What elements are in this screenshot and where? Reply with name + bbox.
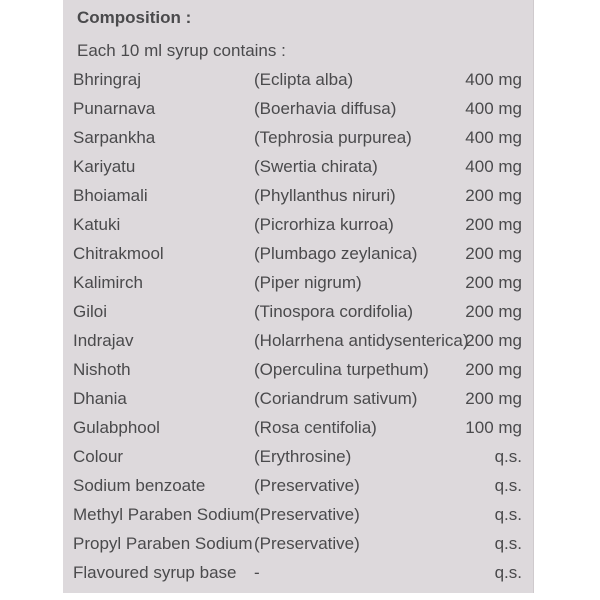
ingredient-row [0, 270, 600, 299]
ingredient-quantity: 400 mg [465, 99, 522, 118]
ingredient-quantity: 200 mg [465, 273, 522, 292]
ingredient-scientific-name: (Piper nigrum) [254, 273, 362, 292]
ingredient-scientific-name: (Preservative) [254, 534, 360, 553]
ingredient-name: Propyl Paraben Sodium [73, 534, 253, 553]
ingredient-scientific-name: (Erythrosine) [254, 447, 352, 466]
ingredient-name: Dhania [73, 389, 127, 408]
ingredient-name: Kariyatu [73, 157, 136, 176]
ingredient-name: Nishoth [73, 360, 131, 379]
ingredient-quantity: 200 mg [465, 389, 522, 408]
ingredient-row [0, 183, 600, 212]
ingredient-list [0, 67, 600, 589]
composition-heading: Composition : [77, 8, 192, 27]
ingredient-row [0, 357, 600, 386]
ingredient-row [0, 154, 600, 183]
ingredient-scientific-name: (Preservative) [254, 476, 360, 495]
ingredient-name: Indrajav [73, 331, 134, 350]
ingredient-scientific-name: (Holarrhena antidysenterica) [254, 331, 469, 350]
ingredient-scientific-name: (Preservative) [254, 505, 360, 524]
ingredient-quantity: 200 mg [465, 244, 522, 263]
ingredient-name: Sodium benzoate [73, 476, 206, 495]
ingredient-row [0, 386, 600, 415]
ingredient-quantity: 200 mg [465, 302, 522, 321]
ingredient-name: Katuki [73, 215, 121, 234]
ingredient-name: Giloi [73, 302, 108, 321]
ingredient-quantity: q.s. [494, 476, 522, 495]
ingredient-row [0, 415, 600, 444]
ingredient-scientific-name: (Tephrosia purpurea) [254, 128, 412, 147]
ingredient-scientific-name: - [254, 563, 260, 582]
ingredient-name: Colour [73, 447, 124, 466]
ingredient-quantity: 200 mg [465, 186, 522, 205]
ingredient-name: Kalimirch [73, 273, 143, 292]
ingredient-quantity: 200 mg [465, 215, 522, 234]
ingredient-quantity: 400 mg [465, 128, 522, 147]
ingredient-quantity: 200 mg [465, 331, 522, 350]
ingredient-scientific-name: (Phyllanthus niruri) [254, 186, 396, 205]
ingredient-row [0, 444, 600, 473]
ingredient-row [0, 328, 600, 357]
ingredient-row [0, 241, 600, 270]
ingredient-row [0, 299, 600, 328]
ingredient-quantity: q.s. [494, 447, 522, 466]
ingredient-scientific-name: (Operculina turpethum) [254, 360, 429, 379]
ingredient-quantity: q.s. [494, 505, 522, 524]
ingredient-scientific-name: (Picrorhiza kurroa) [254, 215, 394, 234]
ingredient-name: Methyl Paraben Sodium [73, 505, 255, 524]
ingredient-scientific-name: (Rosa centifolia) [254, 418, 377, 437]
ingredient-quantity: 400 mg [465, 70, 522, 89]
ingredient-name: Bhoiamali [73, 186, 148, 205]
ingredient-scientific-name: (Boerhavia diffusa) [254, 99, 397, 118]
ingredient-quantity: 100 mg [465, 418, 522, 437]
ingredient-name: Sarpankha [73, 128, 156, 147]
ingredient-row [0, 531, 600, 560]
ingredient-quantity: q.s. [494, 534, 522, 553]
ingredient-row [0, 212, 600, 241]
ingredient-row [0, 560, 600, 589]
composition-intro: Each 10 ml syrup contains : [77, 41, 286, 60]
ingredient-name: Chitrakmool [73, 244, 164, 263]
ingredient-row [0, 96, 600, 125]
ingredient-row [0, 502, 600, 531]
ingredient-quantity: q.s. [494, 563, 522, 582]
ingredient-scientific-name: (Tinospora cordifolia) [254, 302, 414, 321]
ingredient-scientific-name: (Eclipta alba) [254, 70, 354, 89]
ingredient-name: Flavoured syrup base [73, 563, 237, 582]
ingredient-scientific-name: (Plumbago zeylanica) [254, 244, 418, 263]
ingredient-name: Bhringraj [73, 70, 142, 89]
ingredient-scientific-name: (Swertia chirata) [254, 157, 378, 176]
ingredient-row [0, 67, 600, 96]
ingredient-row [0, 473, 600, 502]
ingredient-name: Punarnava [73, 99, 156, 118]
ingredient-quantity: 400 mg [465, 157, 522, 176]
ingredient-scientific-name: (Coriandrum sativum) [254, 389, 418, 408]
ingredient-name: Gulabphool [73, 418, 160, 437]
ingredient-quantity: 200 mg [465, 360, 522, 379]
ingredient-row [0, 125, 600, 154]
